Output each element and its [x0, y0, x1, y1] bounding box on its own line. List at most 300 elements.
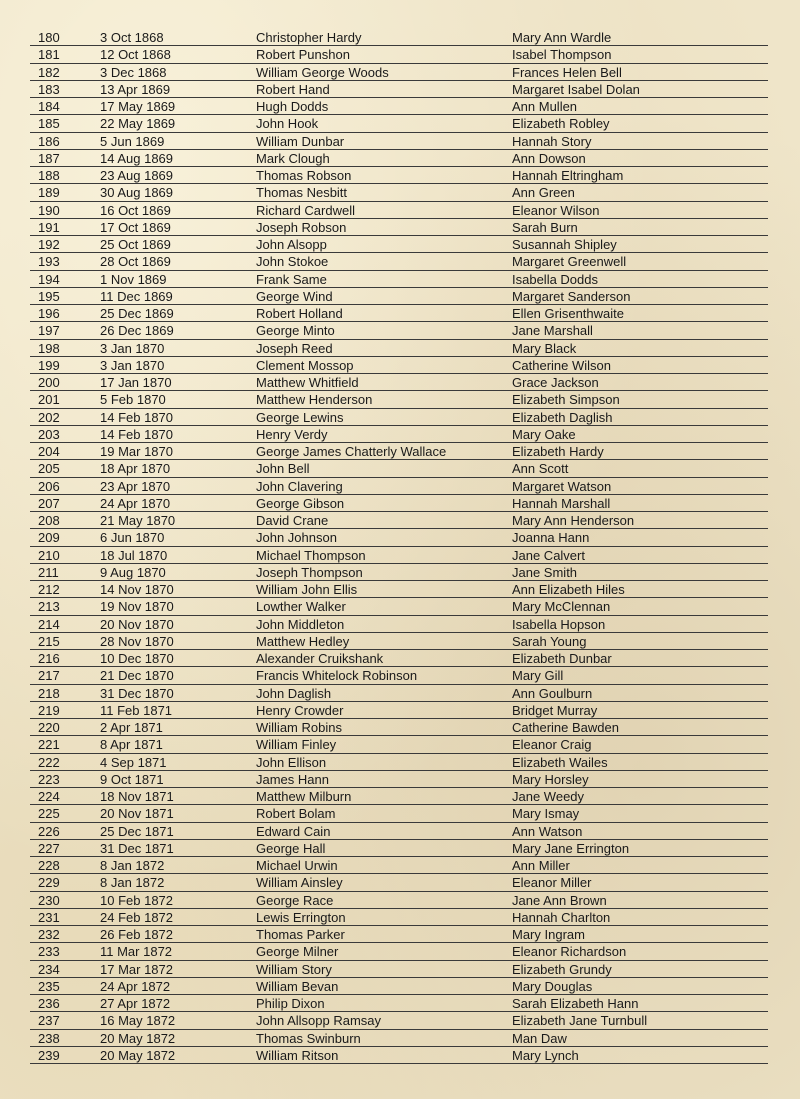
- groom-name: Richard Cardwell: [256, 202, 355, 218]
- entry-number: 239: [38, 1047, 60, 1063]
- marriage-date: 14 Aug 1869: [100, 150, 174, 166]
- groom-name: Lewis Errington: [256, 909, 346, 925]
- marriage-date: 4 Sep 1871: [100, 754, 167, 770]
- marriage-date: 21 Dec 1870: [100, 668, 174, 684]
- entry-number: 202: [38, 409, 60, 425]
- entry-number: 187: [38, 150, 60, 166]
- bride-name: Ellen Grisenthwaite: [512, 306, 624, 321]
- marriage-date: 28 Nov 1870: [100, 633, 174, 649]
- marriage-date: 23 Apr 1870: [100, 478, 171, 494]
- entry-number: 211: [38, 564, 59, 580]
- groom-name: John Ellison: [256, 754, 327, 770]
- table-row: [30, 340, 768, 357]
- groom-name: William Finley: [256, 737, 337, 753]
- marriage-date: 14 Feb 1870: [100, 426, 174, 442]
- marriage-date: 5 Feb 1870: [100, 392, 166, 408]
- table-row: [30, 184, 768, 201]
- bride-name: Hannah Story: [512, 133, 592, 149]
- table-row: [30, 495, 768, 512]
- table-row: [30, 840, 768, 857]
- groom-name: Matthew Henderson: [256, 392, 373, 408]
- entry-number: 229: [38, 875, 60, 891]
- table-row: [30, 719, 768, 736]
- entry-number: 198: [38, 340, 60, 356]
- table-row: [30, 1030, 768, 1047]
- table-row: [30, 288, 768, 305]
- entry-number: 203: [38, 426, 60, 442]
- bride-name: Bridget Murray: [512, 702, 598, 718]
- marriage-date: 17 May 1869: [100, 99, 176, 114]
- marriage-register-table: [30, 29, 768, 1064]
- bride-name: Ann Goulburn: [512, 685, 593, 701]
- table-row: [30, 271, 768, 288]
- entry-number: 201: [38, 392, 60, 408]
- marriage-date: 8 Jan 1872: [100, 875, 165, 891]
- bride-name: Ann Watson: [512, 823, 583, 839]
- table-row: [30, 236, 768, 253]
- groom-name: Henry Verdy: [256, 426, 328, 442]
- marriage-date: 17 Mar 1872: [100, 961, 173, 977]
- table-row: [30, 754, 768, 771]
- table-row: [30, 978, 768, 995]
- bride-name: Mary McClennan: [512, 599, 611, 615]
- entry-number: 221: [38, 737, 60, 753]
- table-row: [30, 357, 768, 374]
- table-row: [30, 961, 768, 978]
- groom-name: Clement Mossop: [256, 357, 354, 373]
- entry-number: 226: [38, 823, 60, 839]
- table-row: [30, 805, 768, 822]
- marriage-date: 20 Nov 1870: [100, 616, 174, 632]
- groom-name: Robert Hand: [256, 81, 330, 97]
- bride-name: Frances Helen Bell: [512, 64, 622, 80]
- entry-number: 189: [38, 185, 60, 201]
- groom-name: William Robins: [256, 720, 342, 735]
- marriage-date: 2 Apr 1871: [100, 720, 163, 735]
- groom-name: Alexander Cruikshank: [256, 651, 384, 666]
- groom-name: John Hook: [256, 116, 319, 132]
- bride-name: Hannah Eltringham: [512, 168, 624, 183]
- groom-name: Michael Urwin: [256, 858, 338, 873]
- bride-name: Ann Dowson: [512, 150, 586, 166]
- entry-number: 182: [38, 64, 60, 80]
- marriage-date: 31 Dec 1871: [100, 840, 174, 856]
- table-row: [30, 909, 768, 926]
- marriage-date: 9 Aug 1870: [100, 564, 166, 580]
- table-row: [30, 547, 768, 564]
- entry-number: 199: [38, 357, 60, 373]
- groom-name: Thomas Swinburn: [256, 1030, 361, 1046]
- bride-name: Mary Jane Errington: [512, 840, 630, 856]
- bride-name: Elizabeth Wailes: [512, 754, 608, 770]
- marriage-date: 25 Oct 1869: [100, 237, 171, 252]
- entry-number: 195: [38, 288, 60, 304]
- groom-name: Matthew Hedley: [256, 633, 350, 649]
- entry-number: 180: [38, 30, 60, 45]
- groom-name: Thomas Parker: [256, 927, 345, 942]
- bride-name: Ann Miller: [512, 858, 570, 873]
- entry-number: 227: [38, 840, 60, 856]
- bride-name: Mary Ismay: [512, 806, 580, 822]
- groom-name: Frank Same: [256, 271, 327, 287]
- table-row: [30, 409, 768, 426]
- bride-name: Elizabeth Jane Turnbull: [512, 1013, 648, 1029]
- marriage-date: 25 Dec 1871: [100, 823, 174, 839]
- entry-number: 181: [38, 47, 60, 63]
- groom-name: George Wind: [256, 288, 333, 304]
- table-row: [30, 64, 768, 81]
- entry-number: 188: [38, 168, 60, 183]
- bride-name: Hannah Marshall: [512, 495, 611, 511]
- groom-name: George Hall: [256, 840, 326, 856]
- entry-number: 220: [38, 720, 60, 735]
- bride-name: Isabel Thompson: [512, 47, 612, 63]
- marriage-date: 28 Oct 1869: [100, 254, 171, 270]
- groom-name: Thomas Robson: [256, 168, 352, 183]
- bride-name: Margaret Watson: [512, 478, 612, 494]
- bride-name: Elizabeth Robley: [512, 116, 610, 132]
- entry-number: 231: [38, 909, 60, 925]
- marriage-date: 20 Nov 1871: [100, 806, 174, 822]
- marriage-date: 14 Feb 1870: [100, 409, 174, 425]
- bride-name: Elizabeth Hardy: [512, 444, 604, 459]
- table-row: [30, 478, 768, 495]
- entry-number: 191: [38, 219, 60, 235]
- groom-name: Philip Dixon: [256, 996, 325, 1011]
- marriage-date: 6 Jun 1870: [100, 530, 165, 546]
- entry-number: 235: [38, 978, 60, 994]
- table-row: [30, 823, 768, 840]
- bride-name: Jane Marshall: [512, 323, 593, 339]
- table-row: [30, 857, 768, 874]
- bride-name: Margaret Sanderson: [512, 288, 631, 304]
- marriage-date: 18 Nov 1871: [100, 789, 174, 804]
- bride-name: Jane Ann Brown: [512, 892, 607, 908]
- groom-name: John Daglish: [256, 685, 332, 701]
- table-row: [30, 874, 768, 891]
- table-row: [30, 322, 768, 339]
- groom-name: Robert Bolam: [256, 806, 336, 822]
- groom-name: William Story: [256, 961, 332, 977]
- marriage-date: 11 Dec 1869: [100, 288, 173, 304]
- marriage-date: 24 Apr 1872: [100, 978, 171, 994]
- entry-number: 183: [38, 81, 60, 97]
- table-row: [30, 426, 768, 443]
- entry-number: 192: [38, 237, 60, 252]
- marriage-date: 14 Nov 1870: [100, 582, 174, 597]
- groom-name: Joseph Reed: [256, 340, 333, 356]
- marriage-date: 13 Apr 1869: [100, 81, 171, 97]
- groom-name: George Gibson: [256, 495, 345, 511]
- marriage-date: 9 Oct 1871: [100, 771, 164, 787]
- groom-name: William Ainsley: [256, 875, 343, 891]
- marriage-date: 21 May 1870: [100, 513, 176, 528]
- groom-name: Hugh Dodds: [256, 99, 329, 114]
- entry-number: 230: [38, 892, 60, 908]
- entry-number: 194: [38, 271, 60, 287]
- groom-name: James Hann: [256, 771, 329, 787]
- bride-name: Jane Smith: [512, 564, 578, 580]
- bride-name: Elizabeth Simpson: [512, 392, 620, 408]
- marriage-date: 19 Nov 1870: [100, 599, 174, 615]
- entry-number: 204: [38, 444, 60, 459]
- table-row: [30, 943, 768, 960]
- table-row: [30, 150, 768, 167]
- marriage-date: 5 Jun 1869: [100, 133, 165, 149]
- marriage-date: 31 Dec 1870: [100, 685, 174, 701]
- entry-number: 210: [38, 547, 60, 563]
- table-row: [30, 167, 768, 184]
- groom-name: William Ritson: [256, 1047, 339, 1063]
- bride-name: Ann Green: [512, 185, 575, 201]
- table-row: [30, 564, 768, 581]
- marriage-date: 26 Dec 1869: [100, 323, 174, 339]
- table-row: [30, 529, 768, 546]
- table-row: [30, 391, 768, 408]
- entry-number: 217: [38, 668, 60, 684]
- groom-name: Thomas Nesbitt: [256, 185, 348, 201]
- entry-number: 200: [38, 375, 60, 390]
- entry-number: 196: [38, 306, 60, 321]
- table-row: [30, 443, 768, 460]
- groom-name: Matthew Whitfield: [256, 375, 359, 390]
- groom-name: John Johnson: [256, 530, 337, 546]
- marriage-date: 18 Jul 1870: [100, 547, 168, 563]
- groom-name: Christopher Hardy: [256, 30, 362, 45]
- bride-name: Ann Mullen: [512, 99, 578, 114]
- groom-name: Joseph Robson: [256, 219, 347, 235]
- groom-name: Joseph Thompson: [256, 564, 363, 580]
- marriage-date: 3 Dec 1868: [100, 64, 167, 80]
- bride-name: Man Daw: [512, 1030, 567, 1046]
- bride-name: Joanna Hann: [512, 530, 590, 546]
- groom-name: Henry Crowder: [256, 702, 344, 718]
- table-row: [30, 995, 768, 1012]
- groom-name: Mark Clough: [256, 150, 330, 166]
- marriage-date: 23 Aug 1869: [100, 168, 174, 183]
- bride-name: Mary Black: [512, 340, 577, 356]
- groom-name: Edward Cain: [256, 823, 331, 839]
- table-row: [30, 305, 768, 322]
- entry-number: 206: [38, 478, 60, 494]
- entry-number: 238: [38, 1030, 60, 1046]
- table-row: [30, 598, 768, 615]
- entry-number: 197: [38, 323, 60, 339]
- entry-number: 185: [38, 116, 60, 132]
- table-row: [30, 788, 768, 805]
- table-row: [30, 512, 768, 529]
- table-row: [30, 633, 768, 650]
- marriage-date: 3 Jan 1870: [100, 357, 165, 373]
- bride-name: Margaret Isabel Dolan: [512, 81, 640, 97]
- table-row: [30, 81, 768, 98]
- groom-name: William George Woods: [256, 64, 389, 80]
- groom-name: John Allsopp Ramsay: [256, 1013, 382, 1029]
- entry-number: 190: [38, 202, 60, 218]
- marriage-date: 3 Oct 1868: [100, 30, 164, 45]
- table-row: [30, 253, 768, 270]
- bride-name: Mary Ingram: [512, 927, 585, 942]
- bride-name: Elizabeth Grundy: [512, 961, 612, 977]
- groom-name: David Crane: [256, 513, 329, 528]
- entry-number: 232: [38, 927, 60, 942]
- bride-name: Grace Jackson: [512, 375, 599, 390]
- marriage-date: 8 Jan 1872: [100, 858, 165, 873]
- table-row: [30, 892, 768, 909]
- groom-name: Michael Thompson: [256, 547, 366, 563]
- entry-number: 219: [38, 702, 60, 718]
- bride-name: Jane Calvert: [512, 547, 585, 563]
- table-row: [30, 1012, 768, 1029]
- table-row: [30, 460, 768, 477]
- marriage-date: 1 Nov 1869: [100, 271, 167, 287]
- bride-name: Mary Douglas: [512, 978, 593, 994]
- bride-name: Mary Ann Henderson: [512, 513, 635, 528]
- marriage-date: 24 Apr 1870: [100, 495, 171, 511]
- groom-name: John Clavering: [256, 478, 343, 494]
- marriage-date: 20 May 1872: [100, 1047, 176, 1063]
- marriage-date: 10 Feb 1872: [100, 892, 174, 908]
- bride-name: Mary Lynch: [512, 1047, 579, 1063]
- entry-number: 184: [38, 99, 60, 114]
- groom-name: Robert Holland: [256, 306, 343, 321]
- table-row: [30, 702, 768, 719]
- bride-name: Elizabeth Dunbar: [512, 651, 612, 666]
- table-row: [30, 616, 768, 633]
- bride-name: Eleanor Craig: [512, 737, 592, 753]
- marriage-date: 3 Jan 1870: [100, 340, 165, 356]
- bride-name: Sarah Burn: [512, 219, 578, 235]
- entry-number: 216: [38, 651, 60, 666]
- table-row: [30, 133, 768, 150]
- marriage-date: 11 Feb 1871: [100, 702, 173, 718]
- table-row: [30, 581, 768, 598]
- entry-number: 205: [38, 461, 60, 477]
- groom-name: Lowther Walker: [256, 599, 346, 615]
- entry-number: 193: [38, 254, 60, 270]
- marriage-date: 20 May 1872: [100, 1030, 176, 1046]
- bride-name: Isabella Dodds: [512, 271, 598, 287]
- groom-name: George James Chatterly Wallace: [256, 444, 447, 459]
- marriage-date: 22 May 1869: [100, 116, 176, 132]
- table-row: [30, 685, 768, 702]
- table-row: [30, 98, 768, 115]
- groom-name: George Minto: [256, 323, 335, 339]
- bride-name: Hannah Charlton: [512, 909, 611, 925]
- groom-name: John Bell: [256, 461, 310, 477]
- bride-name: Ann Elizabeth Hiles: [512, 582, 625, 597]
- entry-number: 233: [38, 944, 60, 960]
- groom-name: Matthew Milburn: [256, 789, 352, 804]
- bride-name: Eleanor Wilson: [512, 202, 600, 218]
- entry-number: 207: [38, 495, 60, 511]
- bride-name: Mary Oake: [512, 426, 576, 442]
- entry-number: 228: [38, 858, 60, 873]
- entry-number: 225: [38, 806, 60, 822]
- marriage-date: 10 Dec 1870: [100, 651, 174, 666]
- table-row: [30, 667, 768, 684]
- marriage-date: 24 Feb 1872: [100, 909, 174, 925]
- entry-number: 218: [38, 685, 60, 701]
- table-row: [30, 46, 768, 63]
- table-row: [30, 374, 768, 391]
- groom-name: William John Ellis: [256, 582, 358, 597]
- bride-name: Eleanor Miller: [512, 875, 592, 891]
- bride-name: Mary Gill: [512, 668, 564, 684]
- marriage-date: 16 May 1872: [100, 1013, 176, 1029]
- groom-name: John Middleton: [256, 616, 345, 632]
- marriage-date: 17 Oct 1869: [100, 219, 171, 235]
- marriage-date: 11 Mar 1872: [100, 944, 173, 960]
- groom-name: Francis Whitelock Robinson: [256, 668, 418, 684]
- bride-name: Susannah Shipley: [512, 237, 617, 252]
- table-row: [30, 115, 768, 132]
- bride-name: Catherine Wilson: [512, 357, 611, 373]
- groom-name: George Lewins: [256, 409, 344, 425]
- bride-name: Eleanor Richardson: [512, 944, 627, 960]
- marriage-date: 25 Dec 1869: [100, 306, 174, 321]
- bride-name: Sarah Elizabeth Hann: [512, 996, 639, 1011]
- entry-number: 236: [38, 996, 60, 1011]
- table-row: [30, 202, 768, 219]
- table-row: [30, 1047, 768, 1064]
- groom-name: William Bevan: [256, 978, 339, 994]
- bride-name: Catherine Bawden: [512, 720, 619, 735]
- groom-name: William Dunbar: [256, 133, 345, 149]
- groom-name: George Milner: [256, 944, 339, 960]
- marriage-date: 17 Jan 1870: [100, 375, 172, 390]
- table-row: [30, 736, 768, 753]
- entry-number: 214: [38, 616, 60, 632]
- entry-number: 209: [38, 530, 60, 546]
- marriage-date: 27 Apr 1872: [100, 996, 171, 1011]
- entry-number: 186: [38, 133, 60, 149]
- bride-name: Mary Horsley: [512, 771, 589, 787]
- bride-name: Isabella Hopson: [512, 616, 606, 632]
- entry-number: 224: [38, 789, 60, 804]
- marriage-date: 8 Apr 1871: [100, 737, 163, 753]
- groom-name: George Race: [256, 892, 334, 908]
- marriage-date: 19 Mar 1870: [100, 444, 173, 459]
- entry-number: 213: [38, 599, 60, 615]
- bride-name: Mary Ann Wardle: [512, 30, 612, 45]
- entry-number: 212: [38, 582, 60, 597]
- marriage-date: 16 Oct 1869: [100, 202, 171, 218]
- table-row: [30, 219, 768, 236]
- groom-name: Robert Punshon: [256, 47, 350, 63]
- table-row: [30, 771, 768, 788]
- bride-name: Elizabeth Daglish: [512, 409, 613, 425]
- entry-number: 208: [38, 513, 60, 528]
- table-row: [30, 29, 768, 46]
- bride-name: Margaret Greenwell: [512, 254, 627, 270]
- groom-name: John Stokoe: [256, 254, 329, 270]
- table-row: [30, 650, 768, 667]
- table-row: [30, 926, 768, 943]
- marriage-date: 30 Aug 1869: [100, 185, 174, 201]
- entry-number: 222: [38, 754, 60, 770]
- entry-number: 234: [38, 961, 60, 977]
- marriage-date: 26 Feb 1872: [100, 927, 174, 942]
- groom-name: John Alsopp: [256, 237, 327, 252]
- bride-name: Jane Weedy: [512, 789, 585, 804]
- marriage-date: 12 Oct 1868: [100, 47, 171, 63]
- entry-number: 237: [38, 1013, 60, 1029]
- bride-name: Sarah Young: [512, 633, 587, 649]
- marriage-date: 18 Apr 1870: [100, 461, 171, 477]
- bride-name: Ann Scott: [512, 461, 569, 477]
- entry-number: 223: [38, 771, 60, 787]
